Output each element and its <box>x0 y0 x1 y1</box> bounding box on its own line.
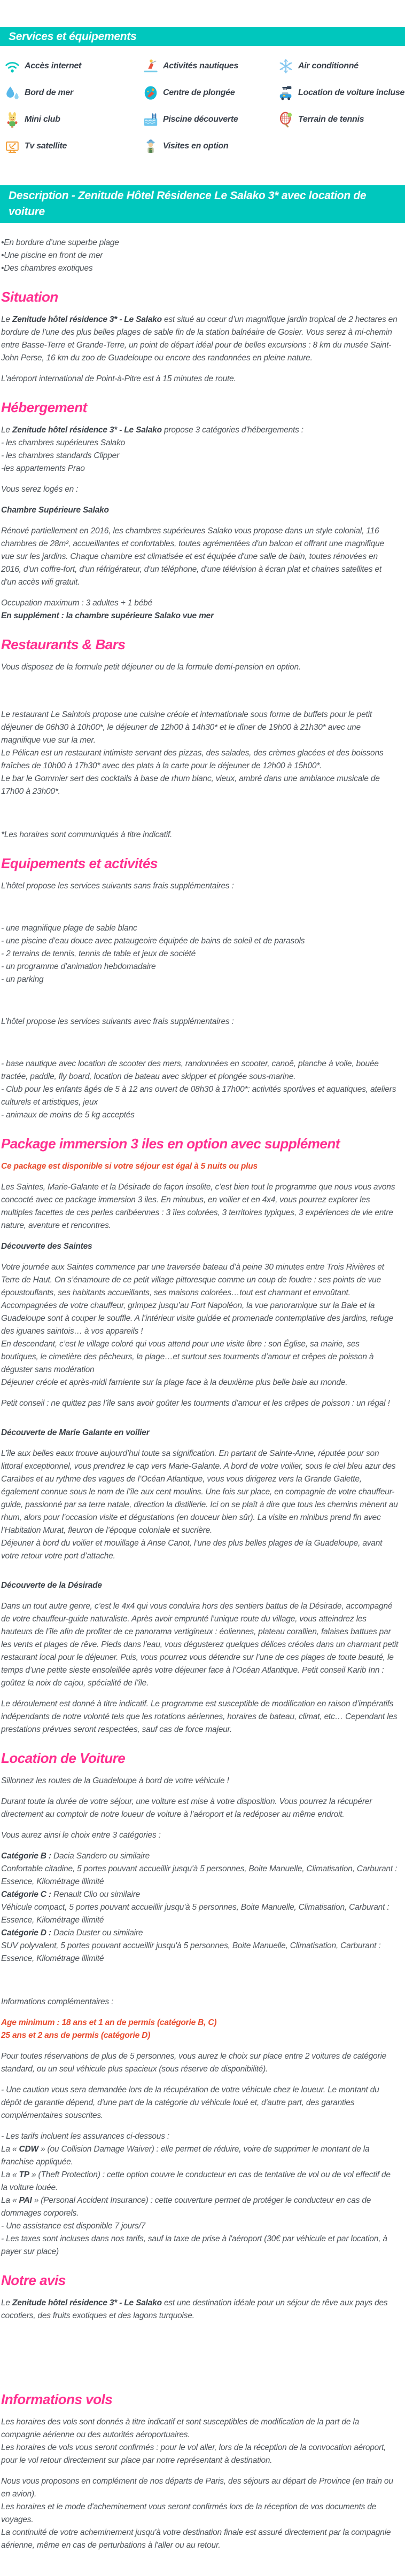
service-item <box>4 138 143 155</box>
text-run: Nous vous proposons en complément de nos départs de Paris, des séjours au départ de Province (en train ou en avion). <box>1 2477 393 2499</box>
paragraph <box>1 2084 399 2122</box>
text-line <box>1 2526 399 2552</box>
text-line <box>1 2501 399 2526</box>
text-line <box>1 2029 399 2042</box>
service-item <box>278 58 405 75</box>
text-line <box>1 708 399 747</box>
service-label: Centre de plongée <box>163 88 235 97</box>
text-line <box>1 922 399 935</box>
text-line <box>1 960 399 973</box>
text-run: Dacia Sandero ou similaire <box>53 1852 150 1861</box>
service-item <box>278 111 405 128</box>
text-run: Catégorie D : <box>1 1928 53 1937</box>
text-run: Pour toutes réservations de plus de 5 personnes, vous aurez le choix sur place entre 2 voitures de catégorie standard, ou un seul véhicule plus spacieux (sous réserve de disponibilité). <box>1 2052 387 2074</box>
service-item <box>4 111 143 128</box>
text-run: Les horaires des vols sont donnés à titre indicatif et sont susceptibles de modification de la part de la compagnie aérienne ou des autorités aéroportuaires. <box>1 2417 360 2439</box>
text-run: L’aéroport international de Point-à-Pitre est à 15 minutes de route. <box>1 374 236 383</box>
text-line <box>1 935 399 948</box>
service-label: Bord de mer <box>25 88 73 97</box>
kid-icon <box>4 112 20 128</box>
paragraph <box>1 880 399 893</box>
paragraph <box>1 1261 399 1389</box>
service-label: Mini club <box>25 115 60 124</box>
service-label: Piscine découverte <box>163 115 238 124</box>
text-run: Les horaires et le mode d'acheminement vous seront confirmés lors de la réception de vos documents de voyages. <box>1 2502 377 2524</box>
text-run: - un parking <box>1 975 44 984</box>
text-run: TP <box>19 2170 29 2179</box>
text-run: - Les taxes sont incluses dans nos tarifs, sauf la taxe de prise à l'aéroport (30€ par véhicule et par location, à payer sur place) <box>1 2234 387 2256</box>
text-run: Ce package est disponible si votre séjour est égal à 5 nuits ou plus <box>1 1162 258 1171</box>
text-run: Le restaurant Le Saintois propose une cuisine créole et internationale sous forme de buffets pour le petit déjeuner de 06h30 à 10h00*, le déjeuner de 12h00 à 14h30* et le dîner de 19h00 à 21h30* avec une magnifique vue sur la mer. <box>1 710 372 745</box>
water-ski-icon <box>143 58 159 74</box>
text-run: Zenitude hôtel résidence 3* - Le Salako <box>12 2298 162 2307</box>
diver-icon <box>143 85 159 101</box>
services-banner <box>0 27 405 46</box>
paragraph <box>1 922 399 986</box>
spacer <box>0 682 405 708</box>
text-line <box>1 1338 399 1376</box>
section-heading: Equipements et activités <box>1 855 158 871</box>
text-run: Les horaires de vols vous seront confirmés : pour le vol aller, lors de la réception de la convocation aéroport, pour le vol retour directement sur place par notre représentant à destination. <box>1 2443 386 2465</box>
text-run: Catégorie C : <box>1 1890 53 1899</box>
paragraph <box>1 1397 399 1410</box>
text-line <box>1 437 399 450</box>
paragraph <box>1 424 399 475</box>
section-heading: Package immersion 3 iles en option avec supplément <box>1 1136 340 1152</box>
text-line <box>1 1058 399 1083</box>
text-run: est situé au cœur d’un magnifique jardin tropical de 2 hectares en bordure de l’une des plus belles plages de sable fin de la station balnéaire de Gosier. Vous serez à mi-chemin entre Basse-Terre et Grande-Terre, un point de départ idéal pour de belles excursions : 8 km du musée Saint-John Perse, 16 km du zoo de Guadeloupe ou encore des randonnées en pleine nature. <box>1 315 398 363</box>
paragraph <box>1 829 399 841</box>
text-run: La continuité de votre acheminement jusqu'à votre destination finale est assuré directement par la compagnie aérienne, même en cas de perturbations à l'aller ou au retour. <box>1 2528 391 2550</box>
text-run: Véhicule compact, 5 portes pouvant accueillir jusqu'à 5 personnes, Boite Manuelle, Climatisation, Carburant : Essence, Kilométrage illimité <box>1 1903 390 1925</box>
guide-icon <box>143 138 159 154</box>
text-run: Vous disposez de la formule petit déjeuner ou de la formule demi-pension en option. <box>1 663 301 672</box>
highlight-text: Une piscine en front de mer <box>4 251 103 260</box>
spacer <box>0 994 405 1015</box>
paragraph <box>1 597 399 623</box>
text-run: - Une caution vous sera demandée lors de la récupération de votre véhicule chez le loueur. Le montant du dépôt de garantie dépend, d'une part de la catégorie du véhicule loué et, d'autre part, des garanties complémentaires souscrites. <box>1 2085 379 2120</box>
service-label: Location de voiture incluse <box>298 88 405 97</box>
text-run: Renault Clio ou similaire <box>53 1890 141 1899</box>
snowflake-icon <box>278 58 294 74</box>
text-line <box>1 973 399 986</box>
text-run: CDW <box>19 2145 38 2154</box>
text-run: Déjeuner à bord du voilier et mouillage à Anse Canot, l’une des plus belles plages de la Guadeloupe, avant votre retour votre port d’attache. <box>1 1539 383 1561</box>
text-line <box>1 1537 399 1563</box>
text-line <box>1 2143 399 2169</box>
description-banner <box>0 185 405 223</box>
text-run: L’île aux belles eaux trouve aujourd’hui toute sa signification. En partant de Sainte-Anne, réputée pour son littoral exceptionnel, vous prendrez le cap vers Marie-Galante. A bord de votre voilier, sous le ciel bleu azur des Caraïbes et au rythme des vagues de l’Océan Atlantique, vous vous dirigerez vers la Grande Galette, également connue sous le nom de l’île aux cent moulins. Une fois sur place, en compagnie de votre chauffeur-guide, passionné par sa terre natale, direction la distillerie. Ici on se plaît à dire que tous les chemins mènent au rhum, alors pour l’occasion visite et dégustations (en douceur bien sûr). La visite en minibus prend fin avec l’Habitation Murat, fleuron de l’époque coloniale et sucrière. <box>1 1449 398 1535</box>
paragraph <box>1 2050 399 2076</box>
paragraph <box>1 1698 399 1736</box>
text-line <box>1 2016 399 2029</box>
service-label: Air conditionné <box>298 61 359 70</box>
text-run: Rénové partiellement en 2016, les chambres supérieures Salako vous propose dans un style colonial, 116 chambres de 28m², accueillantes et confortables, toutes agrémentées d'un balcon et offrant une magnifique vue sur les jardins. Chaque chambre est climatisée et est équipée d'une salle de bain, toutes rénovées en 2016, d'un coffre-fort, d'un réfrigérateur, d'un téléphone, d'une télévision à écran plat et chaines satellites et d'un accès wifi gratuit. <box>1 526 384 587</box>
text-run: - Les tarifs incluent les assurances ci-dessous : <box>1 2132 169 2141</box>
text-run: Découverte des Saintes <box>1 1242 92 1251</box>
service-item <box>4 58 143 75</box>
text-line <box>1 2194 399 2220</box>
sub-heading <box>1 504 399 517</box>
paragraph <box>1 1996 399 2008</box>
service-item <box>143 58 278 75</box>
paragraph <box>1 661 399 674</box>
text-run: Le <box>1 2298 12 2307</box>
text-run: Zenitude hôtel résidence 3* - Le Salako <box>12 426 162 435</box>
section-heading: Hébergement <box>1 399 87 415</box>
paragraph <box>1 2416 399 2467</box>
highlight-item <box>1 262 399 275</box>
text-run: Catégorie B : <box>1 1852 53 1861</box>
highlight-text: En bordure d’une superbe plage <box>4 238 119 247</box>
service-item <box>143 84 278 101</box>
paragraph <box>1 2297 399 2322</box>
text-line <box>1 747 399 773</box>
text-run: 25 ans et 2 ans de permis (catégorie D) <box>1 2031 151 2040</box>
text-run: Le bar le Gommier sert des cocktails à base de rhum blanc, vieux, ambré dans une ambiance musicale de 17h00 à 23h00*. <box>1 774 380 796</box>
bullet-icon: • <box>1 238 4 247</box>
text-run: - les chambres standards Clipper <box>1 451 120 460</box>
text-run: Dacia Duster ou similaire <box>53 1928 143 1937</box>
spacer <box>0 2330 405 2377</box>
paragraph <box>1 525 399 589</box>
section-heading: Restaurants & Bars <box>1 636 126 652</box>
water-drops-icon <box>4 85 20 101</box>
text-run: Dans un tout autre genre, c’est le 4x4 qui vous conduira hors des sentiers battus de la Désirade, accompagné de votre chauffeur-guide naturaliste. Après avoir emprunté l’unique route du village, vous atteindrez les hauteurs de l’île afin de profiter de ce panorama vertigineux : éoliennes, plateau corallien, falaises battues par les vents et plages de rêve. Pieds dans l’eau, vous dégusterez quelques délices créoles dans un charmant petit restaurant local pour le déjeuner. Puis, vous pourrez vous détendre sur l’une de ces plages de toute beauté, le temps d’une petite sieste ensoleillée après votre déjeuner face à l’Océan Atlantique. Petit conseil Karib Inn : goûtez la noix de cajou, spécialité de l’île. <box>1 1602 399 1688</box>
spacer <box>0 1036 405 1058</box>
bullet-icon: • <box>1 264 4 273</box>
text-run: - les chambres supérieures Salako <box>1 438 126 447</box>
tv-satellite-icon <box>4 138 20 154</box>
bullet-icon: • <box>1 251 4 260</box>
text-run: Age minimum : 18 ans et 1 an de permis (catégorie B, C) <box>1 2018 217 2027</box>
spacer <box>0 1973 405 1996</box>
text-run: Sillonnez les routes de la Guadeloupe à bord de votre véhicule ! <box>1 1776 229 1785</box>
text-run: L’hôtel propose les services suivants avec frais supplémentaires : <box>1 1017 234 1026</box>
text-run: Les Saintes, Marie-Galante et la Désirade de façon insolite, c’est bien tout le programme que nous vous avons concocté avec ce package immersion 3 iles. En minubus, en voilier et en 4x4, vous pourrez explorer les multiples facettes de ces perles caribéennes : 3 îles colorées, 3 territoires typiques, 3 expériences de vie entre nature, aventure et rencontres. <box>1 1183 395 1230</box>
paragraph <box>1 2475 399 2552</box>
pool-icon <box>143 112 159 128</box>
sub-heading <box>1 1427 399 1439</box>
text-run: - Club pour les enfants âgés de 5 à 12 ans ouvert de 08h30 à 17h00*: activités sportives et aquatiques, ateliers culturels et artistiques, jeux <box>1 1085 396 1107</box>
text-line <box>1 2475 399 2501</box>
car-key-icon <box>278 85 294 101</box>
paragraph <box>1 1160 399 1173</box>
text-line <box>1 610 399 623</box>
text-run: propose 3 catégories d'hébergements : <box>161 426 303 435</box>
text-run: La « <box>1 2196 19 2205</box>
text-run: En descendant, c’est le village coloré qui vous attend pour une visite libre : son Église, sa mairie, ses boutiques, le cimetière des pêcheurs, la plage…et surtout ses tourments d’amour et crêpes de poisson à déguster sans modération <box>1 1340 374 1374</box>
service-label: Tv satellite <box>25 141 67 151</box>
paragraph <box>1 1829 399 1842</box>
paragraph <box>1 1795 399 1821</box>
text-line <box>1 1299 399 1338</box>
paragraph <box>1 1181 399 1232</box>
text-line <box>1 1901 399 1927</box>
spacer <box>0 1571 405 1579</box>
service-label: Visites en option <box>163 141 229 151</box>
text-run: - une piscine d’eau douce avec pataugeoire équipée de bains de soleil et de parasols <box>1 936 305 946</box>
text-line <box>1 2233 399 2258</box>
text-line <box>1 1261 399 1299</box>
description-banner-title: Description - Zenitude Hôtel Résidence Le Salako 3* avec location de voiture <box>9 190 367 218</box>
spacer <box>0 901 405 922</box>
paragraph <box>1 1850 399 1965</box>
section-heading: Notre avis <box>1 2272 66 2288</box>
text-run: Le <box>1 315 12 324</box>
text-run: -les appartements Prao <box>1 464 85 473</box>
text-run: » (Personal Accident Insurance) : cette couverture permet de protéger le conducteur en cas de dommages corporels. <box>1 2196 371 2218</box>
text-line <box>1 1109 399 1122</box>
text-run: La « <box>1 2145 19 2154</box>
text-run: Zenitude hôtel résidence 3* - Le Salako <box>12 315 162 324</box>
paragraph <box>1 313 399 365</box>
text-run: Vous serez logés en : <box>1 485 79 494</box>
text-run: - une magnifique plage de sable blanc <box>1 924 137 933</box>
paragraph <box>1 1775 399 1787</box>
service-item <box>4 84 143 101</box>
text-line <box>1 1927 399 1940</box>
text-run: Accompagnées de votre chauffeur, grimpez jusqu’au Fort Napoléon, la vue panoramique sur la Baie et la Guadeloupe sont à couper le souffle. A l’intérieur visite guidée et promenade contemplative des jardins, refuge des iguanes saintois… à vos appareils ! <box>1 1301 394 1336</box>
text-line <box>1 948 399 960</box>
text-line <box>1 1863 399 1888</box>
text-run: - base nautique avec location de scooter des mers, randonnées en scooter, canoë, planche à voile, bouée tractée, paddle, fly board, location de bateau avec skipper et plongée sous-marine. <box>1 1059 379 1081</box>
text-run: Votre journée aux Saintes commence par une traversée bateau d’à peine 30 minutes entre Trois Rivières et Terre de Haut. On s’énamoure de ce petit village pittoresque comme un coup de foudre : ses points de vue époustouflants, ses habitants accueillants, ses maisons colorées…tout est charmant et envoûtant. <box>1 1263 384 1297</box>
paragraph <box>1 2130 399 2258</box>
section-heading: Location de Voiture <box>1 1750 126 1766</box>
services-banner-title: Services et équipements <box>9 30 137 43</box>
highlight-item <box>1 249 399 262</box>
content-blocks <box>0 289 405 2576</box>
text-run: Découverte de la Désirade <box>1 1581 102 1590</box>
text-run: - un programme d’animation hebdomadaire <box>1 962 156 971</box>
text-run: Occupation maximum : 3 adultes + 1 bébé <box>1 598 152 608</box>
section-heading: Informations vols <box>1 2391 113 2407</box>
text-run: Déjeuner créole et après-midi farniente sur la plage face à la deuxième plus belle baie au monde. <box>1 1378 348 1387</box>
service-label: Activités nautiques <box>163 61 239 70</box>
paragraph <box>1 373 399 385</box>
paragraph <box>1 1015 399 1028</box>
sub-heading <box>1 1240 399 1253</box>
tennis-icon <box>278 112 294 128</box>
text-run: La « <box>1 2170 19 2179</box>
text-run: PAI <box>19 2196 32 2205</box>
section-heading: Situation <box>1 289 58 305</box>
paragraph <box>1 2016 399 2042</box>
text-line <box>1 424 399 437</box>
paragraph <box>1 708 399 798</box>
text-run: Confortable citadine, 5 portes pouvant accueillir jusqu'à 5 personnes, Boite Manuelle, Climatisation, Carburant : Essence, Kilométrage illimité <box>1 1864 398 1886</box>
text-line <box>1 1447 399 1537</box>
highlight-item <box>1 237 399 249</box>
highlights-list <box>1 237 399 275</box>
text-run: - animaux de moins de 5 kg acceptés <box>1 1110 135 1120</box>
text-line <box>1 462 399 475</box>
paragraph <box>1 483 399 496</box>
text-run: Le déroulement est donné à titre indicatif. Le programme est susceptible de modification en raison d’impératifs indépendants de notre volonté tels que les rotations aériennes, horaires de bateau, climat, etc… Cependant les prestations prévues seront respectées, sauf cas de force majeur. <box>1 1699 398 1734</box>
text-run: est une destination idéale pour un séjour de rêve aux pays des cocotiers, des fruits exotiques et des lagons turquoise. <box>1 2298 388 2320</box>
text-run: Le Pélican est un restaurant intimiste servant des pizzas, des salades, des crèmes glacées et des boissons fraîches de 10h00 à 17h30* avec des plats à la carte pour le déjeuner de 12h00 à 15h00*. <box>1 749 384 770</box>
text-line <box>1 2130 399 2143</box>
sub-heading <box>1 1579 399 1592</box>
text-run: Informations complémentaires : <box>1 1997 114 2006</box>
text-line <box>1 450 399 462</box>
spacer <box>0 806 405 829</box>
text-run: - Une assistance est disponible 7 jours/7 <box>1 2221 146 2231</box>
service-item <box>143 138 278 155</box>
text-run: Vous aurez ainsi le choix entre 3 catégories : <box>1 1831 161 1840</box>
text-line <box>1 1083 399 1109</box>
spacer <box>0 1418 405 1427</box>
text-run: » (Theft Protection) : cette option couvre le conducteur en cas de tentative de vol ou de vol effectif de la voiture louée. <box>1 2170 391 2192</box>
services-grid <box>0 46 405 155</box>
text-run: » (ou Collision Damage Waiver) : elle permet de réduire, voire de supprimer le montant de la franchise appliquée. <box>1 2145 370 2167</box>
paragraph <box>1 1447 399 1563</box>
highlight-text: Des chambres exotiques <box>4 264 93 273</box>
service-item <box>278 84 405 101</box>
text-line <box>1 2169 399 2194</box>
text-run: Découverte de Marie Galante en voilier <box>1 1428 150 1437</box>
text-run: SUV polyvalent, 5 portes pouvant accueillir jusqu'à 5 personnes, Boite Manuelle, Climatisation, Carburant : Essence, Kilométrage illimité <box>1 1941 381 1963</box>
text-line <box>1 1940 399 1965</box>
text-run: En supplément : la chambre supérieure Salako vue mer <box>1 611 214 620</box>
text-line <box>1 2416 399 2441</box>
text-run: Petit conseil : ne quittez pas l’île sans avoir goûter les tourments d’amour et les crêpes de poisson : un régal ! <box>1 1399 390 1408</box>
text-run: Durant toute la durée de votre séjour, une voiture est mise à votre disposition. Vous pourrez la récupérer directement au comptoir de notre loueur de voiture à l’aéroport et la redéposer au même endroit. <box>1 1797 372 1819</box>
text-run: Le <box>1 426 12 435</box>
text-line <box>1 2441 399 2467</box>
text-line <box>1 1376 399 1389</box>
text-line <box>1 1850 399 1863</box>
text-line <box>1 597 399 610</box>
paragraph <box>1 1600 399 1690</box>
text-run: L’hôtel propose les services suivants sans frais supplémentaires : <box>1 881 234 891</box>
text-line <box>1 1888 399 1901</box>
service-item <box>143 111 278 128</box>
text-line <box>1 2220 399 2233</box>
text-run: - 2 terrains de tennis, tennis de table et jeux de société <box>1 949 196 958</box>
text-run: Chambre Supérieure Salako <box>1 506 109 515</box>
wifi-icon <box>4 58 20 74</box>
service-label: Accès internet <box>25 61 82 70</box>
text-run: *Les horaires sont communiqués à titre indicatif. <box>1 830 173 839</box>
paragraph <box>1 1058 399 1122</box>
text-line <box>1 773 399 798</box>
service-label: Terrain de tennis <box>298 115 364 124</box>
